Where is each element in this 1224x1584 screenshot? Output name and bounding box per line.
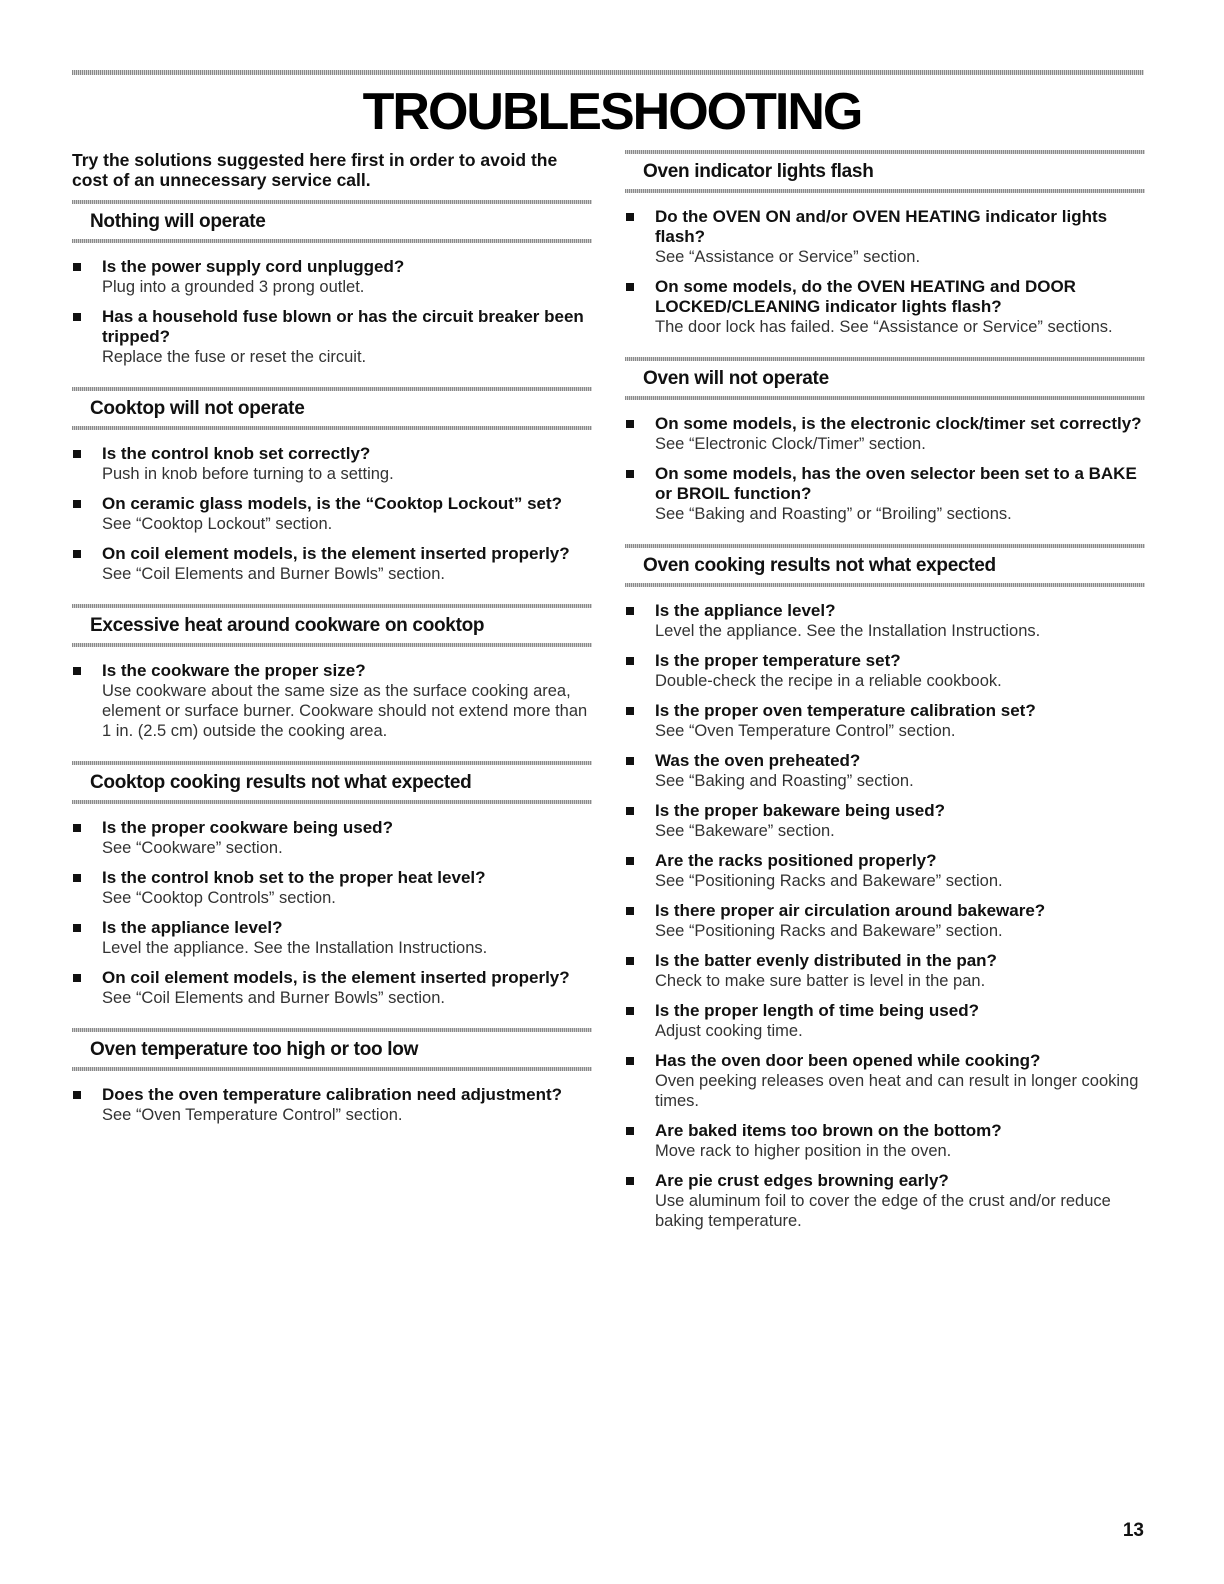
list-item bbox=[625, 751, 1145, 791]
question-text: On coil element models, is the element inserted properly? bbox=[102, 544, 570, 563]
square-bullet-icon bbox=[73, 824, 81, 832]
square-bullet-icon bbox=[626, 283, 634, 291]
square-bullet-icon bbox=[626, 807, 634, 815]
top-rule bbox=[72, 70, 1144, 75]
answer-text: See “Coil Elements and Burner Bowls” section. bbox=[102, 989, 445, 1007]
left-column bbox=[72, 150, 592, 1145]
section-heading: Oven temperature too high or too low bbox=[90, 1039, 419, 1060]
answer-text: Push in knob before turning to a setting. bbox=[102, 465, 394, 483]
square-bullet-icon bbox=[626, 1127, 634, 1135]
answer-text: Replace the fuse or reset the circuit. bbox=[102, 348, 367, 366]
question-text: Is the cookware the proper size? bbox=[102, 661, 366, 680]
section-oven-temperature-too-high-or-too-low bbox=[72, 1028, 592, 1125]
list-item bbox=[72, 307, 592, 367]
answer-text: Level the appliance. See the Installation Instructions. bbox=[655, 622, 1041, 640]
square-bullet-icon bbox=[73, 450, 81, 458]
section-heading: Nothing will operate bbox=[90, 211, 266, 232]
list-item bbox=[72, 257, 592, 297]
question-text: On some models, do the OVEN HEATING and DOOR LOCKED/CLEANING indicator lights flash? bbox=[655, 277, 1076, 316]
list-item bbox=[625, 901, 1145, 941]
question-text: On some models, has the oven selector been set to a BAKE or BROIL function? bbox=[655, 464, 1137, 503]
question-text: Was the oven preheated? bbox=[655, 751, 861, 770]
square-bullet-icon bbox=[626, 420, 634, 428]
answer-text: See “Cookware” section. bbox=[102, 839, 283, 857]
answer-text: Move rack to higher position in the oven. bbox=[655, 1142, 952, 1160]
answer-text: Plug into a grounded 3 prong outlet. bbox=[102, 278, 365, 296]
list-item bbox=[625, 951, 1145, 991]
question-text: Is the batter evenly distributed in the pan? bbox=[655, 951, 997, 970]
answer-text: See “Positioning Racks and Bakeware” section. bbox=[655, 922, 1003, 940]
question-text: Do the OVEN ON and/or OVEN HEATING indicator lights flash? bbox=[655, 207, 1108, 246]
answer-text: Level the appliance. See the Installation Instructions. bbox=[102, 939, 488, 957]
question-text: Does the oven temperature calibration need adjustment? bbox=[102, 1085, 563, 1104]
question-text: Is there proper air circulation around bakeware? bbox=[655, 901, 1046, 920]
answer-text: Use cookware about the same size as the surface cooking area, element or surface burner. Cookware should not extend more than 1 in. (2.5 cm) outside the cooking area. bbox=[102, 682, 588, 740]
question-text: Are baked items too brown on the bottom? bbox=[655, 1121, 1002, 1140]
list-item bbox=[625, 464, 1145, 524]
item-list bbox=[625, 414, 1145, 524]
item-list bbox=[72, 661, 592, 741]
right-sections bbox=[625, 150, 1145, 1231]
section-heading: Oven cooking results not what expected bbox=[643, 555, 996, 576]
question-text: Are the racks positioned properly? bbox=[655, 851, 937, 870]
list-item bbox=[625, 851, 1145, 891]
question-text: Is the appliance level? bbox=[655, 601, 836, 620]
section-heading: Oven will not operate bbox=[643, 368, 829, 389]
question-text: Are pie crust edges browning early? bbox=[655, 1171, 949, 1190]
page-number: 13 bbox=[1122, 1520, 1144, 1541]
question-text: Is the appliance level? bbox=[102, 918, 283, 937]
square-bullet-icon bbox=[73, 667, 81, 675]
question-text: Is the proper cookware being used? bbox=[102, 818, 393, 837]
answer-text: See “Bakeware” section. bbox=[655, 822, 835, 840]
section-oven-cooking-results-not-what-expected bbox=[625, 544, 1145, 1231]
answer-text: See “Baking and Roasting” or “Broiling” sections. bbox=[655, 505, 1012, 523]
question-text: On some models, is the electronic clock/timer set correctly? bbox=[655, 414, 1142, 433]
answer-text: Adjust cooking time. bbox=[655, 1022, 803, 1040]
square-bullet-icon bbox=[73, 924, 81, 932]
item-list bbox=[72, 257, 592, 367]
section-rule bbox=[625, 396, 1145, 400]
list-item bbox=[72, 544, 592, 584]
answer-text: See “Oven Temperature Control” section. bbox=[655, 722, 956, 740]
section-oven-will-not-operate bbox=[625, 357, 1145, 524]
question-text: Is the proper oven temperature calibration set? bbox=[655, 701, 1036, 720]
page-title: TROUBLESHOOTING bbox=[362, 83, 862, 141]
list-item bbox=[72, 494, 592, 534]
square-bullet-icon bbox=[626, 757, 634, 765]
answer-text: Use aluminum foil to cover the edge of the crust and/or reduce baking temperature. bbox=[655, 1192, 1111, 1230]
section-cooktop-cooking-results-not-what-expected bbox=[72, 761, 592, 1008]
section-rule bbox=[72, 800, 592, 804]
question-text: Has the oven door been opened while cooking? bbox=[655, 1051, 1041, 1070]
list-item bbox=[72, 1085, 592, 1125]
list-item bbox=[625, 1171, 1145, 1231]
square-bullet-icon bbox=[626, 957, 634, 965]
square-bullet-icon bbox=[626, 213, 634, 221]
answer-text: See “Electronic Clock/Timer” section. bbox=[655, 435, 926, 453]
answer-text: The door lock has failed. See “Assistance or Service” sections. bbox=[655, 318, 1113, 336]
question-text: Is the proper length of time being used? bbox=[655, 1001, 979, 1020]
section-rule bbox=[72, 426, 592, 430]
list-item bbox=[625, 601, 1145, 641]
square-bullet-icon bbox=[73, 1091, 81, 1099]
answer-text: See “Positioning Racks and Bakeware” section. bbox=[655, 872, 1003, 890]
question-text: On ceramic glass models, is the “Cooktop Lockout” set? bbox=[102, 494, 563, 513]
item-list bbox=[72, 444, 592, 584]
answer-text: See “Baking and Roasting” section. bbox=[655, 772, 914, 790]
answer-text: Oven peeking releases oven heat and can result in longer cooking times. bbox=[655, 1072, 1139, 1110]
answer-text: See “Cooktop Lockout” section. bbox=[102, 515, 333, 533]
list-item bbox=[625, 1051, 1145, 1111]
question-text: Is the proper bakeware being used? bbox=[655, 801, 946, 820]
list-item bbox=[72, 918, 592, 958]
square-bullet-icon bbox=[626, 707, 634, 715]
square-bullet-icon bbox=[73, 263, 81, 271]
list-item bbox=[625, 1121, 1145, 1161]
square-bullet-icon bbox=[626, 607, 634, 615]
list-item bbox=[625, 701, 1145, 741]
section-rule bbox=[72, 643, 592, 647]
list-item bbox=[625, 207, 1145, 267]
answer-text: Check to make sure batter is level in the pan. bbox=[655, 972, 986, 990]
item-list bbox=[72, 818, 592, 1008]
square-bullet-icon bbox=[626, 470, 634, 478]
list-item bbox=[72, 444, 592, 484]
section-heading: Cooktop cooking results not what expected bbox=[90, 772, 472, 793]
section-heading: Oven indicator lights flash bbox=[643, 161, 874, 182]
square-bullet-icon bbox=[626, 657, 634, 665]
section-nothing-will-operate bbox=[72, 200, 592, 367]
square-bullet-icon bbox=[626, 857, 634, 865]
list-item bbox=[625, 277, 1145, 337]
question-text: Is the control knob set to the proper heat level? bbox=[102, 868, 486, 887]
list-item bbox=[625, 651, 1145, 691]
section-cooktop-will-not-operate bbox=[72, 387, 592, 584]
square-bullet-icon bbox=[73, 874, 81, 882]
question-text: On coil element models, is the element inserted properly? bbox=[102, 968, 570, 987]
list-item bbox=[72, 968, 592, 1008]
answer-text: Double-check the recipe in a reliable cookbook. bbox=[655, 672, 1002, 690]
answer-text: See “Cooktop Controls” section. bbox=[102, 889, 336, 907]
section-rule bbox=[625, 583, 1145, 587]
section-oven-indicator-lights-flash bbox=[625, 150, 1145, 337]
question-text: Is the power supply cord unplugged? bbox=[102, 257, 405, 276]
square-bullet-icon bbox=[626, 1007, 634, 1015]
square-bullet-icon bbox=[73, 313, 81, 321]
question-text: Is the proper temperature set? bbox=[655, 651, 901, 670]
right-column bbox=[625, 150, 1145, 1251]
square-bullet-icon bbox=[73, 550, 81, 558]
question-text: Has a household fuse blown or has the circuit breaker been tripped? bbox=[102, 307, 584, 346]
list-item bbox=[72, 661, 592, 741]
square-bullet-icon bbox=[626, 1177, 634, 1185]
list-item bbox=[72, 818, 592, 858]
square-bullet-icon bbox=[626, 1057, 634, 1065]
list-item bbox=[625, 1001, 1145, 1041]
section-rule bbox=[72, 239, 592, 243]
answer-text: See “Coil Elements and Burner Bowls” section. bbox=[102, 565, 445, 583]
answer-text: See “Assistance or Service” section. bbox=[655, 248, 921, 266]
list-item bbox=[625, 801, 1145, 841]
question-text: Is the control knob set correctly? bbox=[102, 444, 371, 463]
intro-text: Try the solutions suggested here first in order to avoid the cost of an unnecessary service call. bbox=[72, 150, 558, 190]
left-sections bbox=[72, 200, 592, 1125]
answer-text: See “Oven Temperature Control” section. bbox=[102, 1106, 403, 1124]
item-list bbox=[625, 601, 1145, 1231]
section-rule bbox=[625, 189, 1145, 193]
section-excessive-heat-around-cookware-on-cooktop bbox=[72, 604, 592, 741]
section-heading: Cooktop will not operate bbox=[90, 398, 305, 419]
list-item bbox=[72, 868, 592, 908]
item-list bbox=[625, 207, 1145, 337]
section-rule bbox=[72, 1067, 592, 1071]
list-item bbox=[625, 414, 1145, 454]
section-heading: Excessive heat around cookware on cooktop bbox=[90, 615, 485, 636]
square-bullet-icon bbox=[73, 974, 81, 982]
item-list bbox=[72, 1085, 592, 1125]
square-bullet-icon bbox=[73, 500, 81, 508]
square-bullet-icon bbox=[626, 907, 634, 915]
